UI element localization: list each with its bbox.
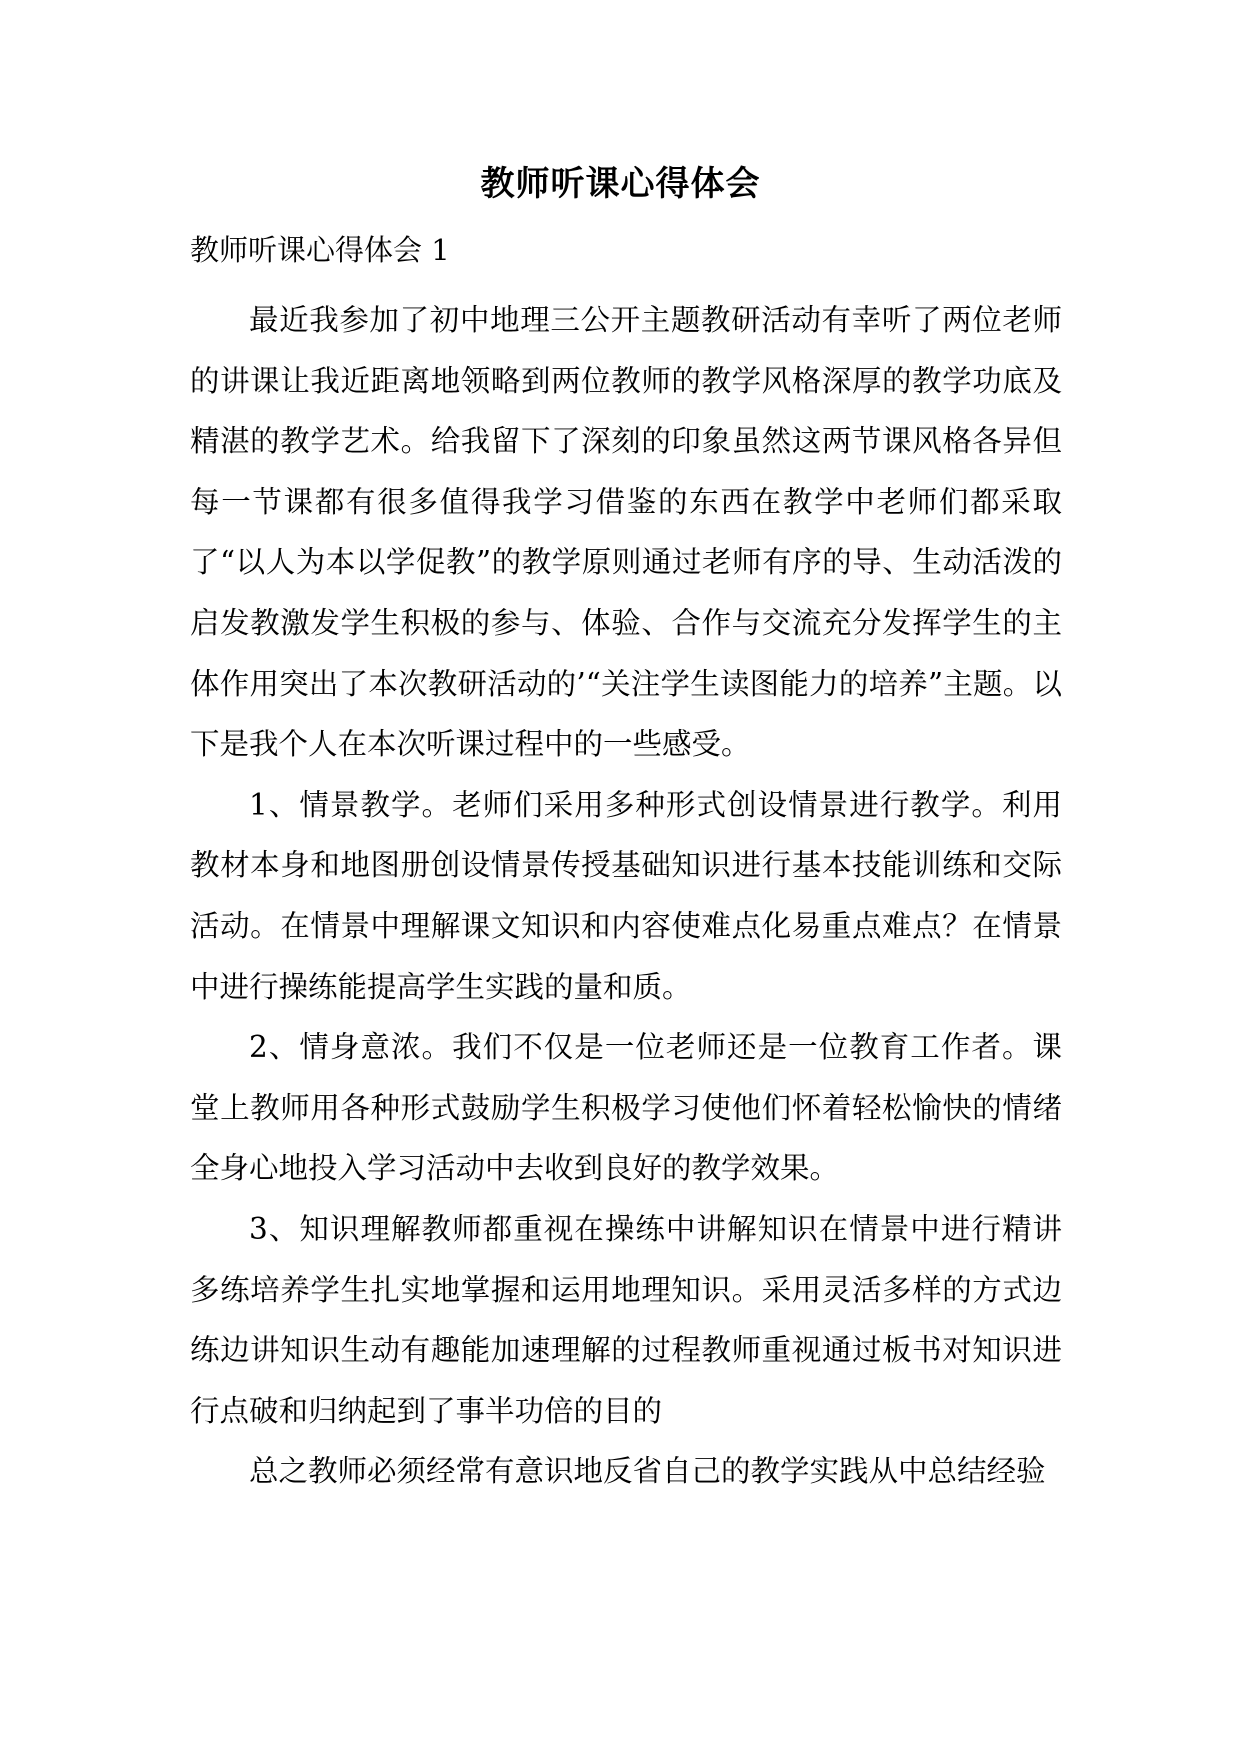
section-heading: 教师听课心得体会 1 [190, 233, 450, 267]
paragraph-point-3: 3、知识理解教师都重视在操练中讲解知识在情景中进行精讲多练培养学生扎实地掌握和运用地理知识。采用灵活多样的方式边练边讲知识生动有趣能加速理解的过程教师重视通过板书对知识进行点破和归纳起到了事半功倍的目的 [190, 1211, 1062, 1428]
paragraph-intro: 最近我参加了初中地理三公开主题教研活动有幸听了两位老师的讲课让我近距离地领略到两位教师的教学风格深厚的教学功底及精湛的教学艺术。给我留下了深刻的印象虽然这两节课风格各异但每一节课都有很多值得我学习借鉴的东西在教学中老师们都采取了“以人为本以学促教”的教学原则通过老师有序的导、生动活泼的启发教激发学生积极的参与、体验、合作与交流充分发挥学生的主体作用突出了本次教研活动的’“关注学生读图能力的培养”主题。以下是我个人在本次听课过程中的一些感受。 [190, 303, 1062, 762]
paragraph-conclusion: 总之教师必须经常有意识地反省自己的教学实践从中总结经验 [249, 1454, 1046, 1489]
paragraph-point-1: 1、情景教学。老师们采用多种形式创设情景进行教学。利用教材本身和地图册创设情景传授基础知识进行基本技能训练和交际活动。在情景中理解课文知识和内容使难点化易重点难点？在情景中进行操练能提高学生实践的量和质。 [190, 787, 1062, 1004]
paragraph-point-2: 2、情身意浓。我们不仅是一位老师还是一位教育工作者。课堂上教师用各种形式鼓励学生积极学习使他们怀着轻松愉快的情绪全身心地投入学习活动中去收到良好的教学效果。 [190, 1030, 1062, 1186]
document-body [190, 290, 1062, 1502]
document-title: 教师听课心得体会 [480, 164, 761, 204]
